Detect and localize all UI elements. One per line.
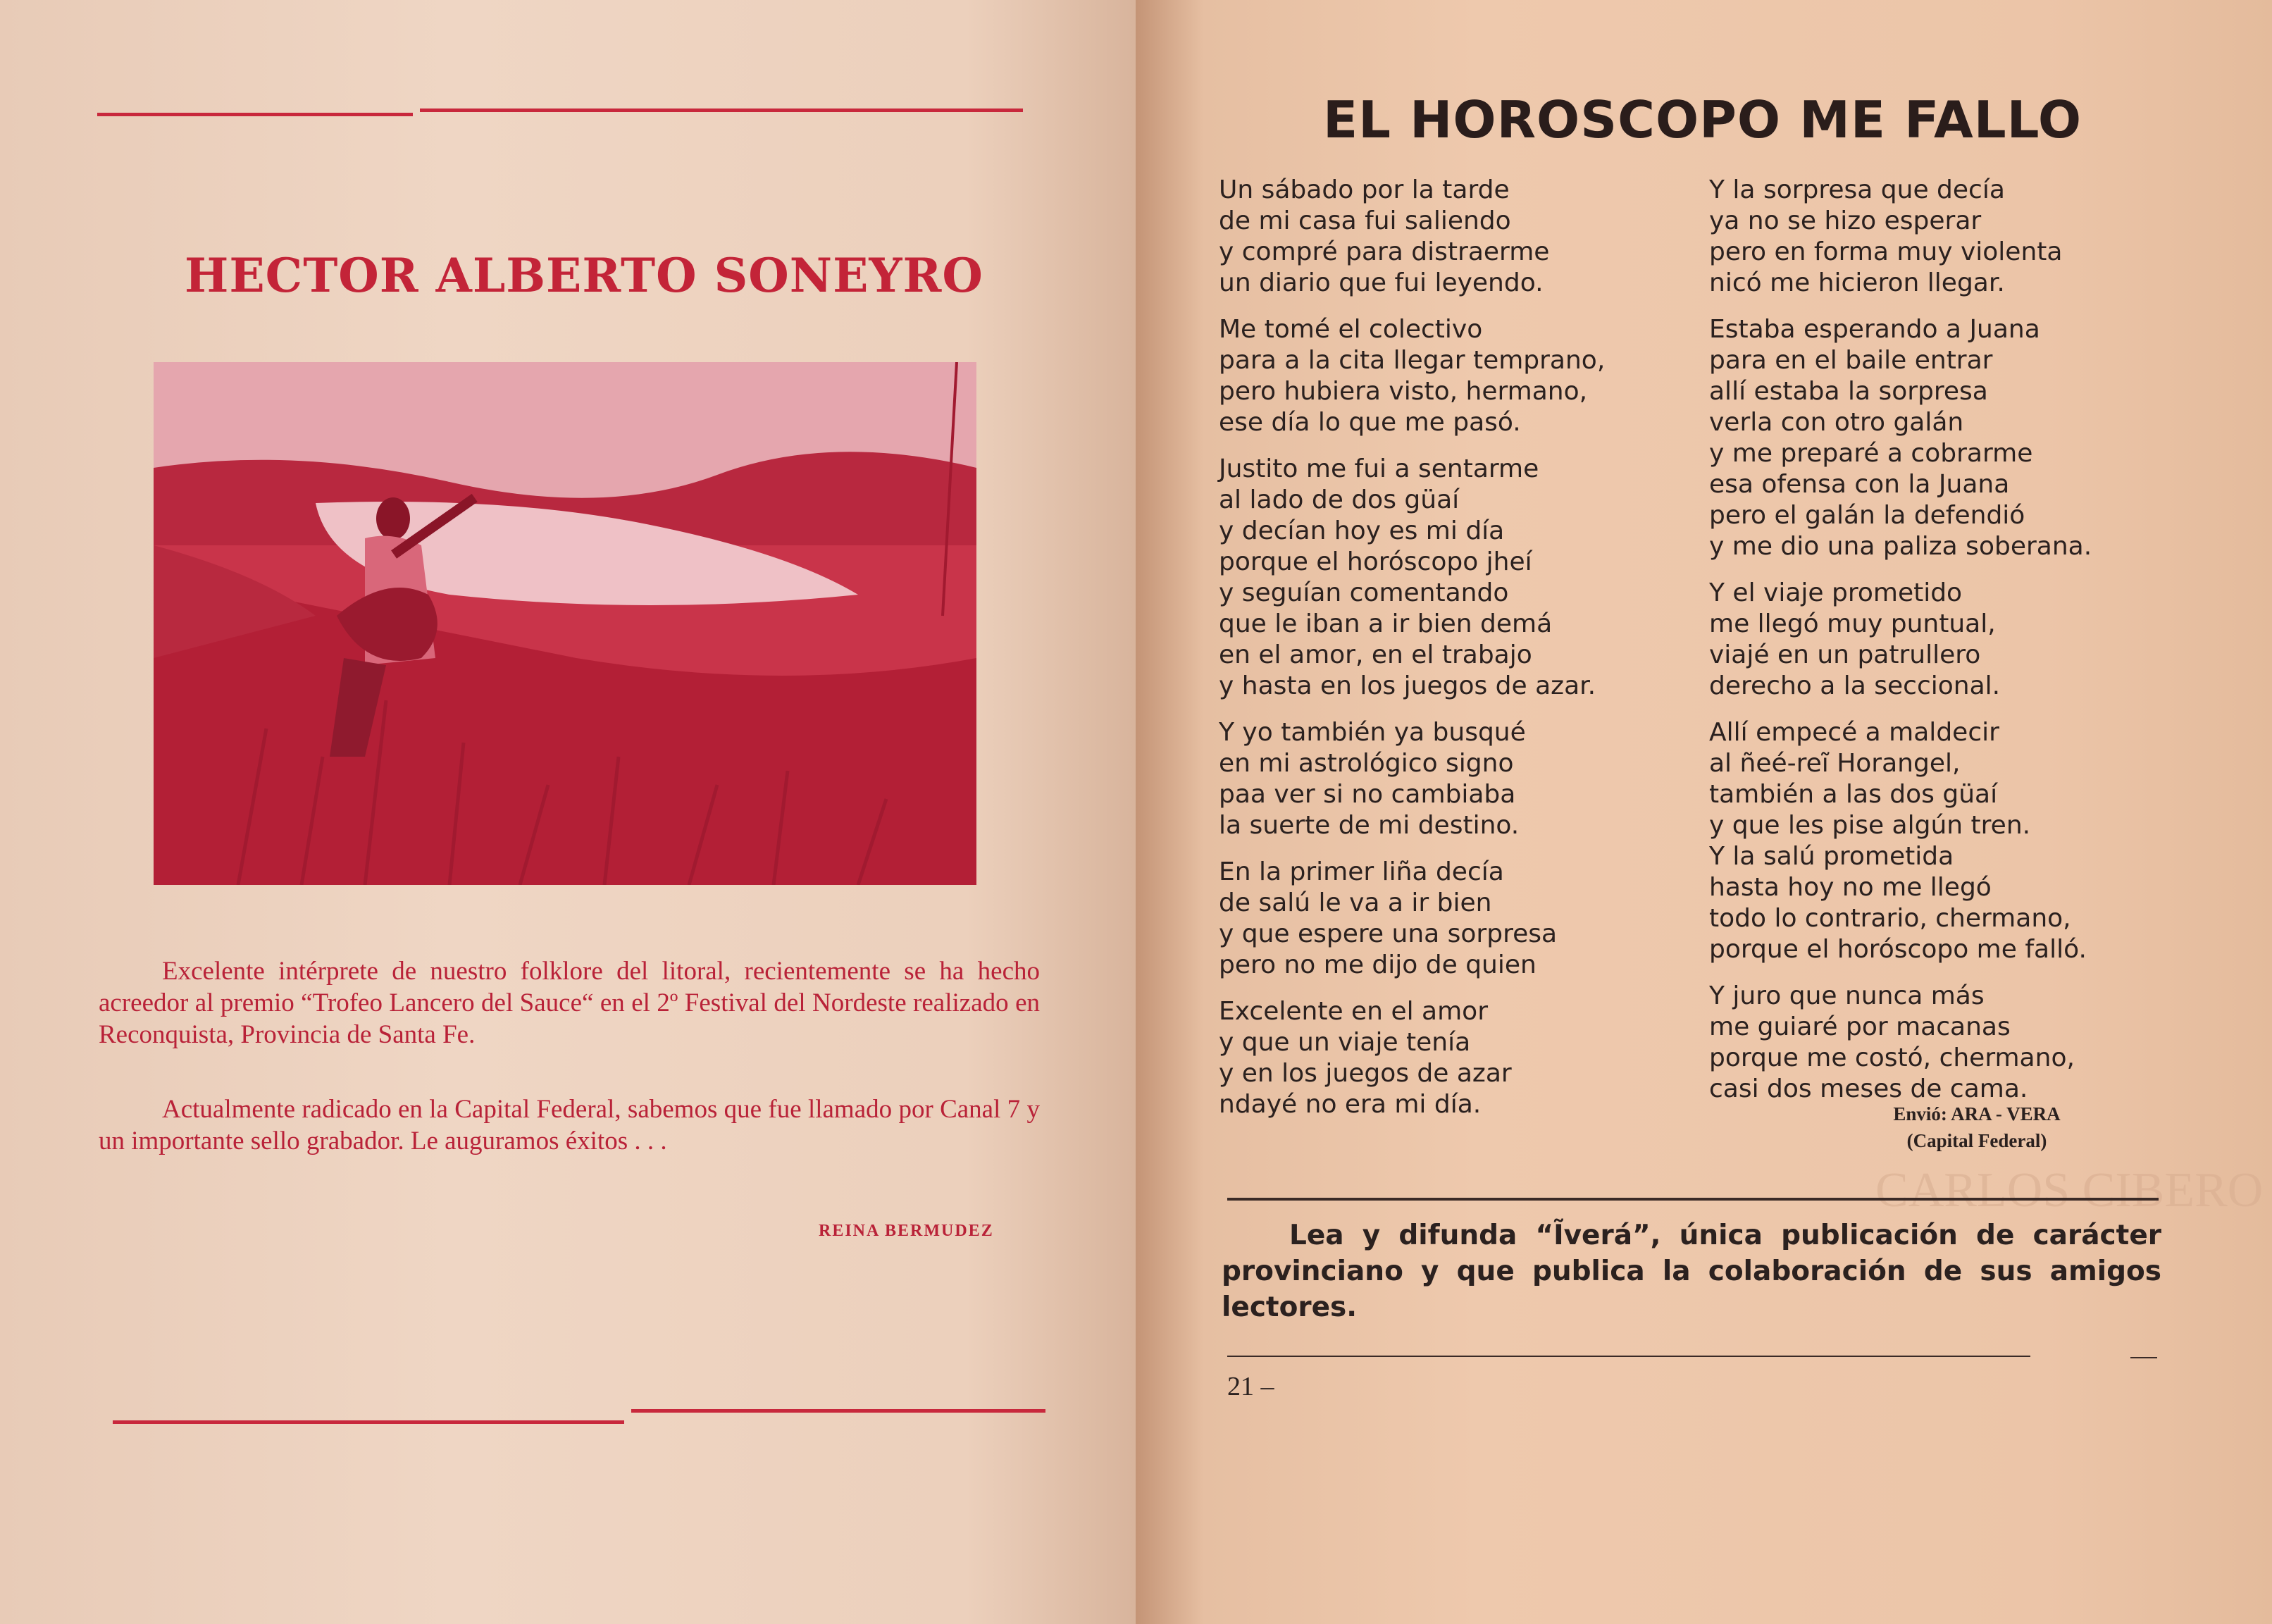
verse-line: Un sábado por la tarde bbox=[1219, 175, 1510, 204]
page-number: 21 – bbox=[1227, 1372, 1274, 1401]
verse-line: me llegó muy puntual, bbox=[1709, 609, 1996, 638]
verse-line: Y la sorpresa que decía bbox=[1709, 175, 2005, 204]
bio-paragraph-1: Excelente intérprete de nuestro folklore del litoral, recientemente se ha hecho acreedor al premio “Trofeo Lancero del Sauce“ en el 2º Festival del Nordeste realizado en Reconquista, Provincia de Santa Fe. bbox=[99, 957, 1040, 1049]
verse-line: y en los juegos de azar bbox=[1219, 1059, 1512, 1088]
verse-line: hasta hoy no me llegó bbox=[1709, 873, 1992, 902]
bottom-divider-segment bbox=[631, 1409, 1045, 1413]
stanza bbox=[1709, 175, 2188, 299]
verse-line: también a las dos güaí bbox=[1709, 780, 1998, 809]
verse-line: Estaba esperando a Juana bbox=[1709, 315, 2040, 344]
verse-line: y que les pise algún tren. bbox=[1709, 811, 2031, 840]
verse-line: porque el horóscopo me falló. bbox=[1709, 935, 2087, 964]
top-divider bbox=[97, 113, 413, 116]
poem-column-right bbox=[1709, 175, 2188, 1120]
verse-line: ese día lo que me pasó. bbox=[1219, 408, 1521, 437]
verse-line: nicó me hicieron llegar. bbox=[1709, 268, 2005, 297]
verse-line: en mi astrológico signo bbox=[1219, 749, 1514, 778]
stanza bbox=[1709, 717, 2188, 965]
verse-line: y que un viaje tenía bbox=[1219, 1028, 1471, 1057]
verse-line: pero el galán la defendió bbox=[1709, 501, 2025, 530]
verse-line: ya no se hizo esperar bbox=[1709, 206, 1982, 235]
verse-line: pero en forma muy violenta bbox=[1709, 237, 2063, 266]
verse-line: Justito me fui a sentarme bbox=[1219, 454, 1539, 483]
stanza bbox=[1709, 314, 2188, 562]
verse-line: paa ver si no cambiaba bbox=[1219, 780, 1516, 809]
promo-bottom-rule bbox=[1227, 1356, 2030, 1357]
verse-line: me guiaré por macanas bbox=[1709, 1012, 2011, 1041]
verse-line: para en el baile entrar bbox=[1709, 346, 1993, 375]
stanza bbox=[1219, 996, 1698, 1120]
bio-paragraph-2: Actualmente radicado en la Capital Federal, sabemos que fue llamado por Canal 7 y un importante sello grabador. Le auguramos éxitos . . . bbox=[99, 1095, 1040, 1155]
verse-line: casi dos meses de cama. bbox=[1709, 1074, 2028, 1103]
stanza bbox=[1219, 314, 1698, 438]
verse-line: Y la salú prometida bbox=[1709, 842, 1954, 871]
stanza bbox=[1219, 857, 1698, 981]
verse-line: para a la cita llegar temprano, bbox=[1219, 346, 1606, 375]
article-title: HECTOR ALBERTO SONEYRO bbox=[185, 248, 983, 303]
verse-line: porque el horóscopo jheí bbox=[1219, 547, 1532, 576]
stanza bbox=[1709, 981, 2188, 1105]
author-signature: REINA BERMUDEZ bbox=[819, 1222, 994, 1240]
verse-line: derecho a la seccional. bbox=[1709, 671, 2001, 700]
verse-line: y me preparé a cobrarme bbox=[1709, 439, 2033, 468]
sender-place: (Capital Federal) bbox=[1906, 1130, 2047, 1151]
verse-line: viajé en un patrullero bbox=[1709, 640, 1981, 669]
verse-line: Me tomé el colectivo bbox=[1219, 315, 1483, 344]
verse-line: al lado de dos güaí bbox=[1219, 485, 1460, 514]
sender-name: Envió: ARA - VERA bbox=[1893, 1103, 2061, 1124]
stanza bbox=[1219, 454, 1698, 702]
poem-title: EL HOROSCOPO ME FALLO bbox=[1323, 90, 2082, 149]
verse-line: un diario que fui leyendo. bbox=[1219, 268, 1544, 297]
verse-line: verla con otro galán bbox=[1709, 408, 1964, 437]
verse-line: pero no me dijo de quien bbox=[1219, 950, 1537, 979]
verse-line: todo lo contrario, chermano, bbox=[1709, 904, 2071, 933]
promo-notice: Lea y difunda “Ĩverá”, única publicación de carácter provinciano y que publica la colaboración de sus amigos lectores. bbox=[1222, 1220, 2161, 1323]
verse-line: allí estaba la sorpresa bbox=[1709, 377, 1988, 406]
verse-line: pero hubiera visto, hermano, bbox=[1219, 377, 1588, 406]
sender-credit bbox=[1822, 1101, 2132, 1154]
verse-line: Y el viaje prometido bbox=[1709, 578, 1963, 607]
promo-bottom-rule-end bbox=[2130, 1357, 2157, 1358]
verse-line: de salú le va a ir bien bbox=[1219, 888, 1492, 917]
top-divider-segment bbox=[420, 109, 1023, 112]
verse-line: la suerte de mi destino. bbox=[1219, 811, 1520, 840]
verse-line: en el amor, en el trabajo bbox=[1219, 640, 1532, 669]
verse-line: al ñeé-reĩ Horangel, bbox=[1709, 749, 1961, 778]
verse-line: y compré para distraerme bbox=[1219, 237, 1550, 266]
verse-line: que le iban a ir bien demá bbox=[1219, 609, 1553, 638]
verse-line: de mi casa fui saliendo bbox=[1219, 206, 1511, 235]
verse-line: y seguían comentando bbox=[1219, 578, 1509, 607]
verse-line: esa ofensa con la Juana bbox=[1709, 470, 2010, 499]
verse-line: y hasta en los juegos de azar. bbox=[1219, 671, 1596, 700]
verse-line: Excelente en el amor bbox=[1219, 997, 1488, 1026]
bleed-through-text: CARLOS CIBERO bbox=[1875, 1163, 2264, 1217]
verse-line: y me dio una paliza soberana. bbox=[1709, 532, 2092, 561]
stanza bbox=[1219, 175, 1698, 299]
promo-top-rule bbox=[1227, 1198, 2159, 1201]
poem-column-left bbox=[1219, 175, 1698, 1136]
guitarist-photo bbox=[154, 362, 976, 885]
verse-line: Y juro que nunca más bbox=[1709, 981, 1985, 1010]
bottom-divider bbox=[113, 1420, 624, 1424]
verse-line: y decían hoy es mi día bbox=[1219, 516, 1505, 545]
verse-line: porque me costó, chermano, bbox=[1709, 1043, 2075, 1072]
stanza bbox=[1219, 717, 1698, 841]
verse-line: Allí empecé a maldecir bbox=[1709, 718, 1999, 747]
verse-line: Y yo también ya busqué bbox=[1219, 718, 1526, 747]
verse-line: En la primer liña decía bbox=[1219, 857, 1504, 886]
verse-line: y que espere una sorpresa bbox=[1219, 919, 1558, 948]
stanza bbox=[1709, 578, 2188, 702]
verse-line: ndayé no era mi día. bbox=[1219, 1090, 1482, 1119]
